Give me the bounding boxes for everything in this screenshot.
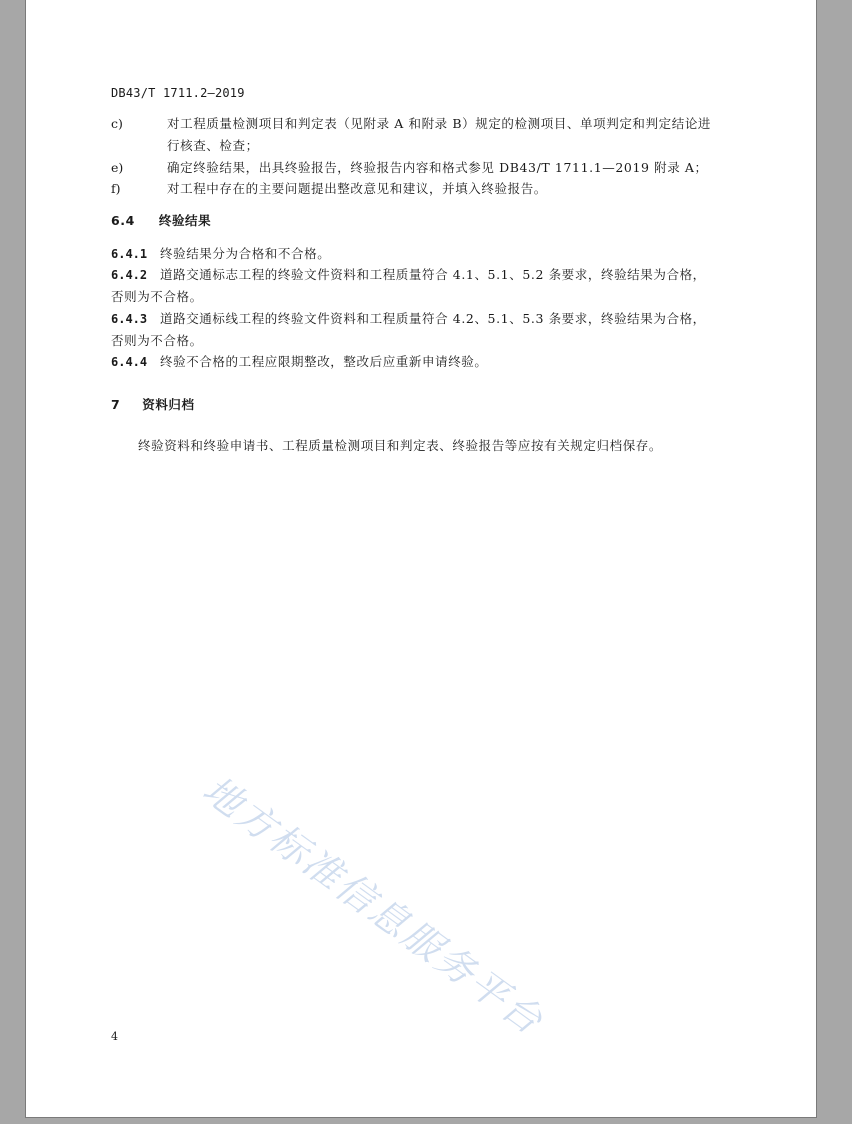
list-item-f-line1: 对工程中存在的主要问题提出整改意见和建议，并填入终验报告。 (167, 181, 547, 196)
list-item-c-line1: 对工程质量检测项目和判定表（见附录 A 和附录 B）规定的检测项目、单项判定和判定结论进 (167, 116, 712, 131)
clause-6-4-4-number: 6.4.4 (111, 355, 148, 369)
section-6-4-title: 终验结果 (158, 213, 212, 228)
list-item-label-e: e) (111, 160, 124, 175)
clause-6-4-2-line2: 否则为不合格。 (111, 289, 203, 304)
clause-6-4-1-number: 6.4.1 (111, 247, 148, 261)
clause-6-4-4-text: 终验不合格的工程应限期整改，整改后应重新申请终验。 (160, 354, 488, 369)
section-7-title: 资料归档 (142, 397, 195, 412)
clause-6-4-2-line1: 道路交通标志工程的终验文件资料和工程质量符合 4.1、5.1、5.2 条要求，终验结果为合格， (160, 267, 706, 282)
list-item-c-line2: 行核查、检查； (167, 138, 259, 153)
section-6-4-heading (111, 211, 211, 229)
clause-6-4-3-line2: 否则为不合格。 (111, 333, 203, 348)
page-number: 4 (111, 1030, 118, 1043)
list-item-label-c: c) (111, 116, 123, 131)
clause-6-4-2-number: 6.4.2 (111, 268, 148, 282)
list-item-label-f: f) (111, 181, 121, 196)
section-7-paragraph: 终验资料和终验申请书、工程质量检测项目和判定表、终验报告等应按有关规定归档保存。 (138, 438, 663, 453)
list-item-e-line1: 确定终验结果，出具终验报告，终验报告内容和格式参见 DB43/T 1711.1—2019 附录 A； (167, 160, 708, 175)
section-7-heading (111, 395, 195, 413)
standard-number-header: DB43/T 1711.2—2019 (111, 86, 245, 100)
clause-6-4-3-number: 6.4.3 (111, 312, 148, 326)
section-6-4-number: 6.4 (111, 213, 135, 228)
document-page (25, 0, 817, 1118)
clause-6-4-1-text: 终验结果分为合格和不合格。 (160, 246, 331, 261)
watermark-text: 地方标准信息服务平台 (194, 767, 553, 1044)
section-7-number: 7 (111, 397, 121, 412)
clause-6-4-3-line1: 道路交通标线工程的终验文件资料和工程质量符合 4.2、5.1、5.3 条要求，终验结果为合格， (160, 311, 706, 326)
